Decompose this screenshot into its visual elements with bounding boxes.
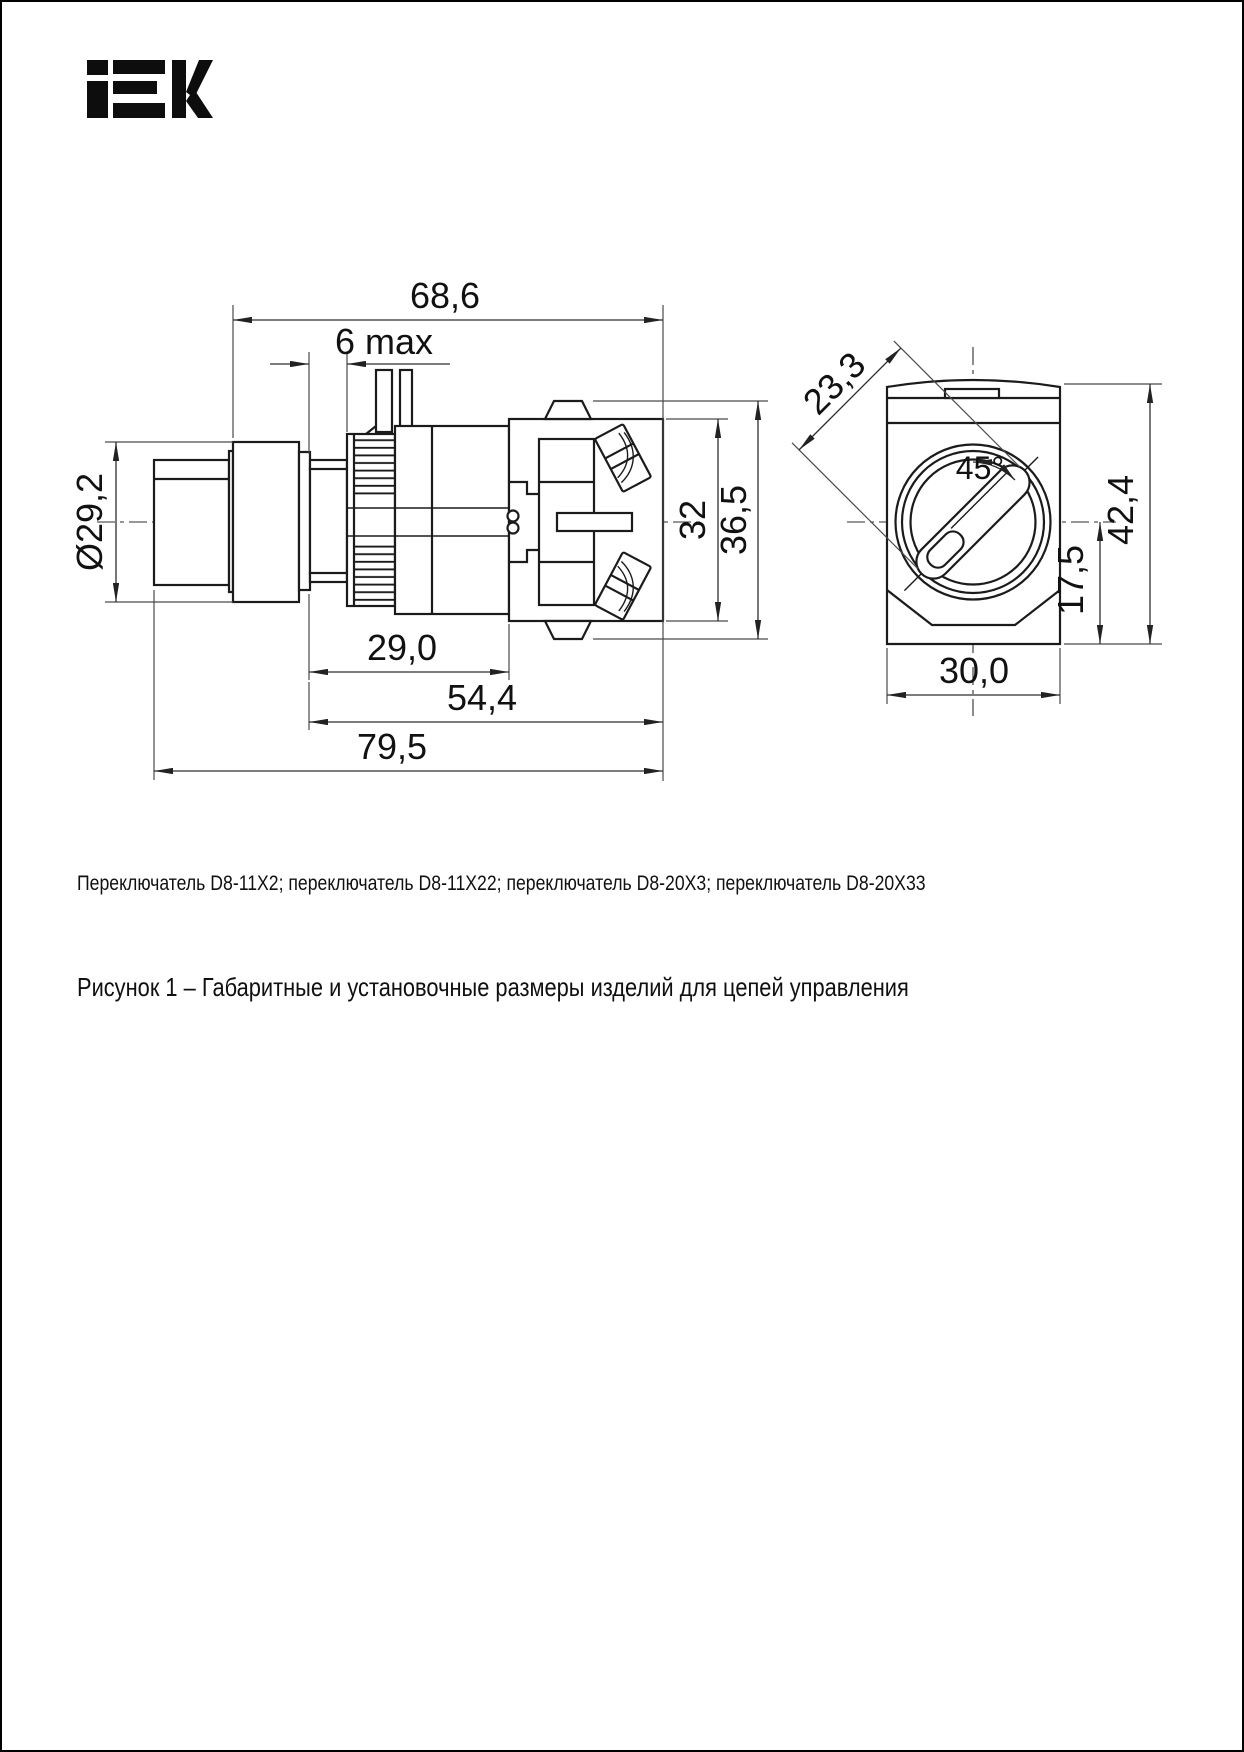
dim-knob-diameter: Ø29,2: [69, 472, 110, 572]
thread-hatch-top: [354, 436, 395, 498]
shaft: [310, 468, 347, 574]
plunger: [557, 513, 632, 531]
spring-detail: [508, 511, 519, 522]
tab-prong-large: [376, 370, 392, 432]
tab-prong-small: [400, 370, 412, 428]
block-bottom-boss: [545, 621, 591, 639]
side-view: [69, 275, 768, 781]
step-ring: [299, 452, 310, 590]
actuator-housing: [395, 426, 509, 614]
dim-rotation-angle: 45°: [955, 450, 1005, 486]
dim-total-length: 79,5: [356, 726, 428, 767]
logo-i-stem: [87, 81, 108, 118]
products-line: Переключатель D8-11X2; переключатель D8-11X22; переключатель D8-20X3; переключатель D8-20X33: [77, 872, 926, 895]
dim-front-width: 30,0: [938, 650, 1010, 691]
dim-lever-length: 23,3: [794, 343, 874, 423]
collar-bottom: [310, 573, 347, 582]
dim-panel-max: 6 max: [334, 321, 434, 362]
dim-body-height: 36,5: [713, 484, 754, 556]
front-view: [769, 318, 1162, 716]
thread-hatch-bottom: [354, 542, 395, 606]
spring-detail: [508, 523, 519, 534]
logo-e-mid: [113, 81, 157, 94]
figure-caption: Рисунок 1 – Габаритные и установочные размеры изделий для цепей управления: [77, 972, 909, 1002]
dim-center-to-bottom: 17,5: [1050, 544, 1091, 616]
logo-e-bottom: [113, 103, 165, 118]
logo-i-dot: [87, 60, 108, 75]
technical-drawing: [2, 2, 1244, 832]
block-top-boss: [545, 401, 591, 419]
logo-e-top: [113, 60, 165, 74]
dim-overall-width: 68,6: [409, 275, 481, 316]
dim-front-height: 42,4: [1100, 474, 1141, 546]
dim-contact-height: 32: [672, 499, 713, 541]
top-slot: [945, 389, 999, 398]
iek-logo: [87, 60, 213, 118]
collar-top: [310, 460, 347, 469]
logo-k-upper-arm: [186, 60, 213, 98]
dim-panel-to-block: 29,0: [366, 627, 438, 668]
dim-panel-to-rear: 54,4: [446, 677, 518, 718]
logo-k-stem: [172, 60, 186, 118]
bezel-ring: [233, 442, 299, 602]
